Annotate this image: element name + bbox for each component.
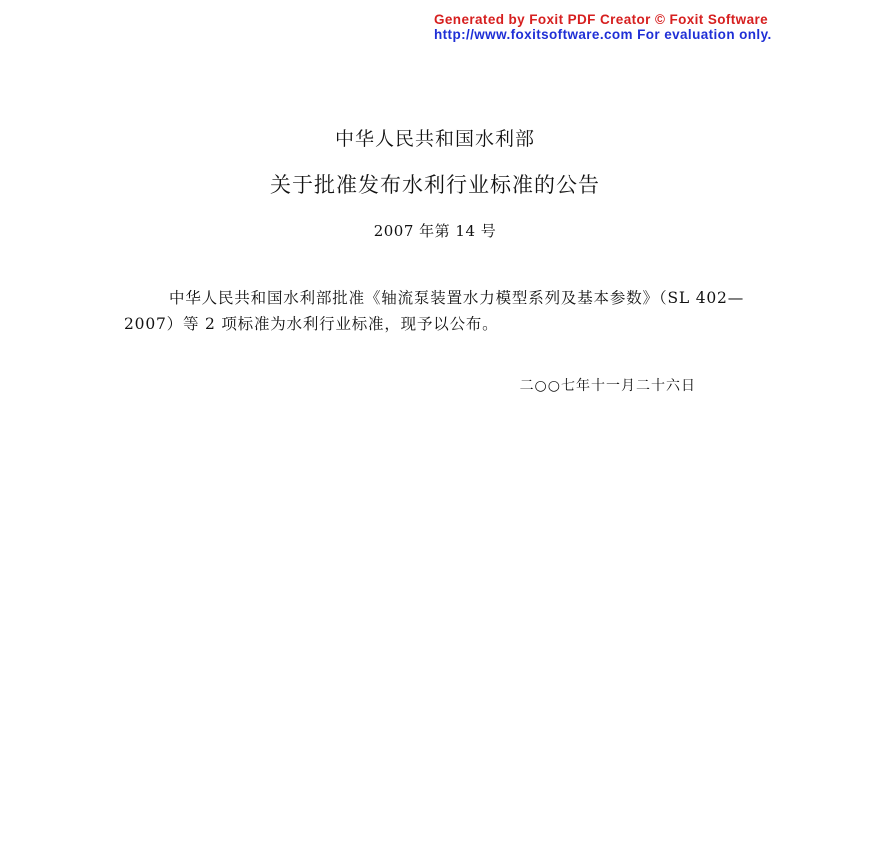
document-number: 2007 年第 14 号 bbox=[373, 222, 497, 240]
issue-date: 二○○七年十一月二十六日 bbox=[519, 378, 696, 394]
issuing-organization: 中华人民共和国水利部 bbox=[334, 128, 535, 150]
foxit-watermark bbox=[434, 12, 870, 42]
announcement-title: 关于批准发布水利行业标准的公告 bbox=[270, 173, 600, 197]
watermark-url-line: http://www.foxitsoftware.com For evaluation only. bbox=[434, 27, 772, 42]
announcement-body: 中华人民共和国水利部批准《轴流泵装置水力模型系列及基本参数》（SL 402—2007）等 2 项标准为水利行业标准，现予以公布。 bbox=[124, 289, 744, 333]
watermark-generator-line: Generated by Foxit PDF Creator © Foxit Software bbox=[434, 12, 769, 27]
